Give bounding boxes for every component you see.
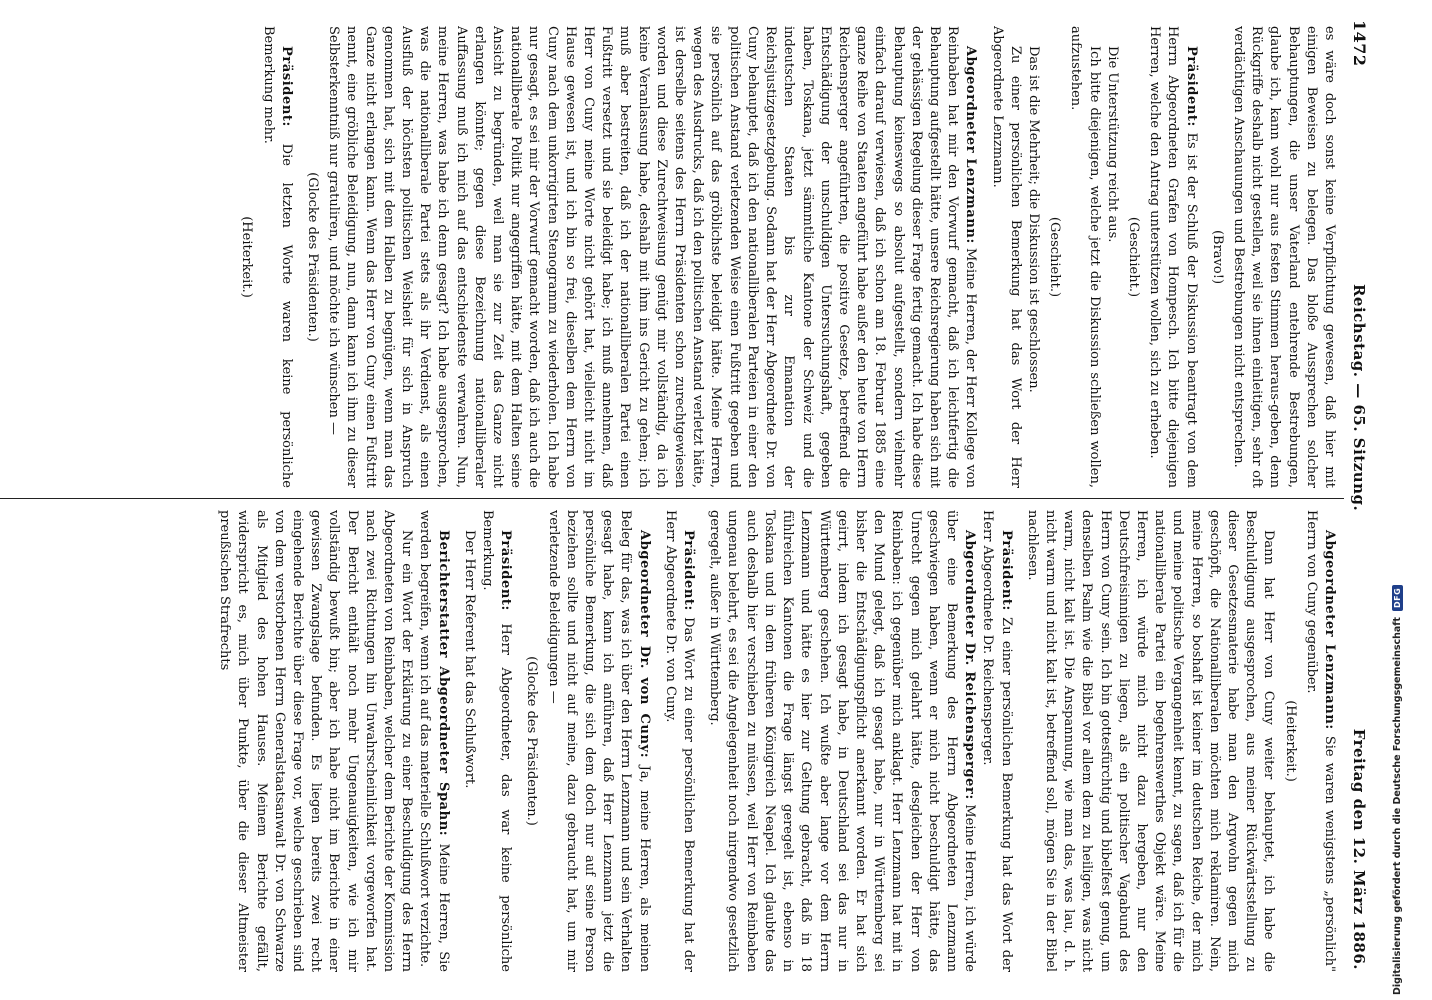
speech-paragraph [661, 510, 697, 972]
session-date: Freitag den 12. März 1886. [1350, 728, 1368, 970]
paragraph-text: (Glocke des Präsidenten.) [305, 172, 321, 342]
stage-direction [237, 26, 255, 488]
stage-direction [1124, 26, 1142, 488]
speaker-name: Präsident: [1183, 46, 1199, 127]
paragraph-text: Zu einer persönlichen Bemerkung hat das Wort der Herr Abgeordnete Lenzmann. [989, 26, 1023, 488]
paragraph-text: Das ist die Mehrheit; die Diskussion ist geschlossen. [1025, 46, 1041, 393]
page-header [1344, 20, 1368, 970]
right-column [0, 510, 1338, 972]
speech-paragraph [1145, 26, 1200, 488]
credit-text: Digitalisierung gefördert durch die Deutsche Forschungsgemeinschaft [1392, 617, 1403, 995]
paragraph-text: (Heiterkeit.) [239, 216, 255, 298]
paragraph-text: (Heiterkeit.) [1282, 700, 1298, 782]
speaker-name: Präsident: [681, 530, 697, 611]
paragraph-text: Ja, meine Herren, als meinen Beleg für das, was ich über den Herrn Lenzmann und sein Verhalten gesagt habe, kann ich anführen, daß Herr Lenzmann jetzt die persönliche Bemerkung, die sich dem doch nur auf seine Person beziehen sollte und nicht auf meine, dazu gebraucht hat, um mir verletzende Beleidigungen — [545, 510, 652, 972]
session-title: Reichstag. — 65. Sitzung. [1350, 283, 1368, 512]
paragraph-text: Sie waren wenigstens „persönlich" Herrn von Cuny gegenüber. [1303, 510, 1337, 972]
paragraph-text: Meine Herren, ich würde über eine Bemerkung des Herrn Abgeordneten Lenzmann geschwiegen haben, wenn er mich nicht beschuldigt hätte, das Unrecht gegen mich gelahrt hätte, desgleichen der Herr von Reinbaben: ich gegenüber mich anklagt. Herr Lenzmann hat mit in den Mund gelegt, daß ich gesagt habe, nur in Württemberg sei bisher die Entschädigungspflicht anerkannt worden. Er hat sich geirrt, indem ich gesagt habe, in Deutschland sei das nur in Württemberg geschehen. Ich wußte aber lange vor dem Herrn Lenzmann und hätte es hier zur Geltung gebracht, daß in 18 fühlreichen Kantonen die Frage längst geregelt ist, ebenso in Toskana und in dem früheren Königreich Neapel. Ich glaubte das auch deshalb hier verschieben zu müssen, weil Herr von Reinbaben ungenau belehrt, es sei die Angelegenheit noch nirgendwo gesetzlich geregelt, außer in Württemberg. [707, 510, 978, 972]
speech-paragraph [415, 510, 451, 972]
column-divider [0, 498, 1344, 499]
paragraph-text: Zu einer persönlichen Bemerkung hat das Wort der Herr Abgeordnete Dr. Reichensperger. [980, 510, 1014, 972]
paragraph-text: Herr Abgeordneter, das war keine persönliche Bemerkung. [480, 510, 514, 972]
speech-paragraph [1302, 510, 1338, 972]
speaker-name: Abgeordneter Dr. Reichensperger: [962, 530, 978, 800]
stage-direction [1280, 510, 1298, 972]
speech-paragraph [978, 510, 1014, 972]
speaker-name: Präsident: [498, 530, 514, 611]
text-paragraph [1023, 510, 1278, 972]
speech-paragraph [324, 26, 979, 488]
paragraph-text: Meine Herren, der Herr Kollege von Reinbaben hat mir den Vorwurf gemacht, daß ich leichtfertig die Behauptung aufgestellt hätte, unsere Reichsregierung haben sich mit der gehässigen Regelung dieser Frage fertig gemacht. Ich habe diese Behauptung keineswegs so absolut aufgestellt, sondern vielmehr einfach darauf verwiesen, daß ich schon am 18. Februar 1885 eine ganze Reihe von Staaten angeführt habe außer den heute von Herrn Reichensperger angeführten, die positive Gesetze, betreffend die Entschädigung der unschuldigen Untersuchungshaft, gegeben haben, Toskana, jetzt sämmtliche Kantone der Schweiz und die indeutschen Staaten bis zur Emanation der Reichsjustizgesetzgebung. Sodann hat der Herr Abgeordnete Dr. von Cuny behauptet, daß ich den nationalliberalen Parteien in einer den politischen Anstand verletzenden Weise einen Fußtritt gegeben und sie persönlich auf das gröblichste beleidigt hätte. Meine Herren, wegen des Ausdrucks, daß ich den politischen Anstand verletzt hätte, ist derselbe seitens des Herrn Präsidenten schon zurechtgewiesen worden und diese Zurechtweisung genügt mir vollständig, da ich keine Veranlassung habe, deshalb mit ihm ins Gericht zu gehen; ich muß aber bestreiten, daß ich der nationalliberalen Partei einen Fußtritt versetzt und sie beleidigt habe; ich muß annehmen, daß Herr von Cuny meine Worte nicht gehört hat, vielleicht nicht im Hause gewesen ist, und ich bin so frei, dieselben dem Herrn von Cuny nach dem unkorrigirten Stenogramm zu wiederholen. Ich habe nur gesagt, es sei mir der Vorwurf gemacht worden, daß ich auch die nationalliberale Politik nur angegriffen hätte, mit dem Halten seine Ansicht zu begründen, weil man sie zur Zeit das Ganze nicht erlangen könnte; gegen diese Bezeichnung nationalliberaler Auffassung muß ich mich auf das entschiedenste verwahren. Nun, meine Herren, was habe ich denn gesagt? Ich habe ausgesprochen, was die nationalliberale Partei stets als ihr Verdienst, als einen Ausfluß der höchsten politischen Weisheit für sich in Anspruch genommen hat, sich mit dem Halben zu begnügen, wenn man das Ganze nicht erlangen kann. Wenn das Herr von Cuny einen Fußtritt nennt, eine gröbliche Beleidigung, nun, dann kann ich ihm zu dieser Selbsterkenntniß nur gratuliren, und möchte ich wünschen — [326, 26, 979, 488]
text-paragraph [215, 510, 415, 972]
speaker-name: Präsident: [278, 46, 294, 127]
speech-paragraph [705, 510, 978, 972]
paragraph-text: Das Wort zu einer persönlichen Bemerkung hat der Herr Abgeordnete Dr. von Cuny. [662, 510, 697, 972]
speech-paragraph [258, 26, 294, 488]
digitization-credit [1392, 585, 1403, 995]
paragraph-text: (Glocke des Präsidenten.) [524, 656, 540, 826]
paragraph-text: Die letzten Worte waren keine persönliche Bemerkung mehr. [260, 26, 294, 488]
paragraph-text: Der Herr Referent hat das Schlußwort. [461, 530, 477, 789]
dfg-logo: DFG [1392, 585, 1403, 611]
text-paragraph [1103, 26, 1121, 488]
paragraph-text: Nur ein Wort der Erklärung zu einer Beschuldigung des Herrn Abgeordneten von Reinbaben, welcher dem Berichte der Kommission nach zwei Richtungen hin Unwahrscheinlichkeit vorgeworfen hat. Der Bericht enthält noch mehr Ungenauigkeiten, wie ich mir vollständig bewußt bin; aber ich habe nicht im Berichte in einer gewissen Zwangslage befunden. Es liegen bereits zwei recht eingehende Berichte über diese Frage vor, welche geschrieben sind von dem verstorbenen Herrn Generalstaatsanwalt Dr. von Schwarze als Mitglied des hohen Hauses. Meinem Berichte gefällt, widerspricht es, mich über Punkte, über die dieser Altmeister preußischen Strafrechts [217, 510, 415, 972]
paragraph-text: Ich bitte diejenigen, welche jetzt die Diskussion schließen wollen, aufzustehen. [1068, 26, 1102, 488]
stage-direction [1208, 26, 1226, 488]
speaker-name: Präsident: [998, 530, 1014, 611]
speaker-name: Abgeordneter Dr. von Cuny: [636, 530, 652, 759]
text-paragraph [1024, 26, 1042, 488]
page-number: 1472 [1350, 20, 1369, 67]
stage-direction [303, 26, 321, 488]
speaker-name: Abgeordneter Lenzmann: [963, 46, 979, 244]
text-paragraph [460, 510, 478, 972]
text-paragraph [987, 26, 1023, 488]
paragraph-text: (Geschieht.) [1047, 216, 1063, 298]
paragraph-text: Dann hat Herr von Cuny weiter behauptet, ich habe die Beschuldigung ausgesprochen, aus meiner Rückwärtsstellung zu dieser Gesetzesmaterie habe man den Argwohn gegen mich geschöpft, die Nationalliberalen möchten mich reklamiren. Nein, meine Herren, so boshaft ist keiner im deutschen Reiche, der mich und meine politische Vergangenheit kennt, zu sagen, daß ich für die nationalliberale Partei ein begehrenswerthes Objekt wäre. Meine Herren, ich würde mich nicht dazu hergeben, nur den Deutschfreisinnigen zu liegen, als ein politischer Vagabund des Herrn von Cuny sein. Ich bin gottesfürchtig und bibelfest genug, um denselben Psalm wie die Bibel vor allem dem zu heiligen, was nicht warm, nicht kalt ist. Die Anspannung, wie man das, was lau, d. h. nicht warm und nicht kalt ist, betreffend soll, mögen Sie in der Bibel nachlesen. [1024, 510, 1277, 972]
paragraph-text: Die Unterstützung reicht aus. [1104, 46, 1120, 243]
left-column [0, 26, 1338, 488]
stage-direction [522, 510, 540, 972]
paragraph-text: es wäre doch sonst keine Verpflichtung gewesen, daß hier mit einigen Beweisen zu belegen. Das bloße Aussprechen solcher Behauptungen, die unser Vaterland entehrende Bestrebungen, glaube ich, kann wohl nur aus festen Stimmen heraus-geben, denn Rückgriffe deshalb nicht gestellen, weil sie ihnen einleitigen, sehr oft verdächtigen Anschauungen und Bestrebungen nicht entsprechen. [1230, 26, 1337, 488]
text-paragraph [1066, 26, 1102, 488]
speech-paragraph [543, 510, 652, 972]
paragraph-text: Meine Herren, Sie werden begreifen, wenn ich auf das materielle Schlußwort verzichte. [417, 510, 451, 972]
speaker-name: Abgeordneter Lenzmann: [1322, 530, 1337, 730]
paragraph-text: (Bravo!) [1209, 229, 1225, 285]
speech-paragraph [478, 510, 514, 972]
speaker-name: Berichterstatter Abgeordneter Spahn: [435, 530, 451, 837]
paragraph-text: Es ist der Schluß der Diskussion beantragt von dem Herrn Abgeordneten Grafen von Hompesch. Ich bitte diejenigen Herren, welche den Antrag unterstützen wollen, sich zu erheben. [1147, 26, 1199, 488]
paragraph-text: (Geschieht.) [1125, 216, 1141, 298]
stage-direction [1045, 26, 1063, 488]
text-paragraph [1229, 26, 1338, 488]
